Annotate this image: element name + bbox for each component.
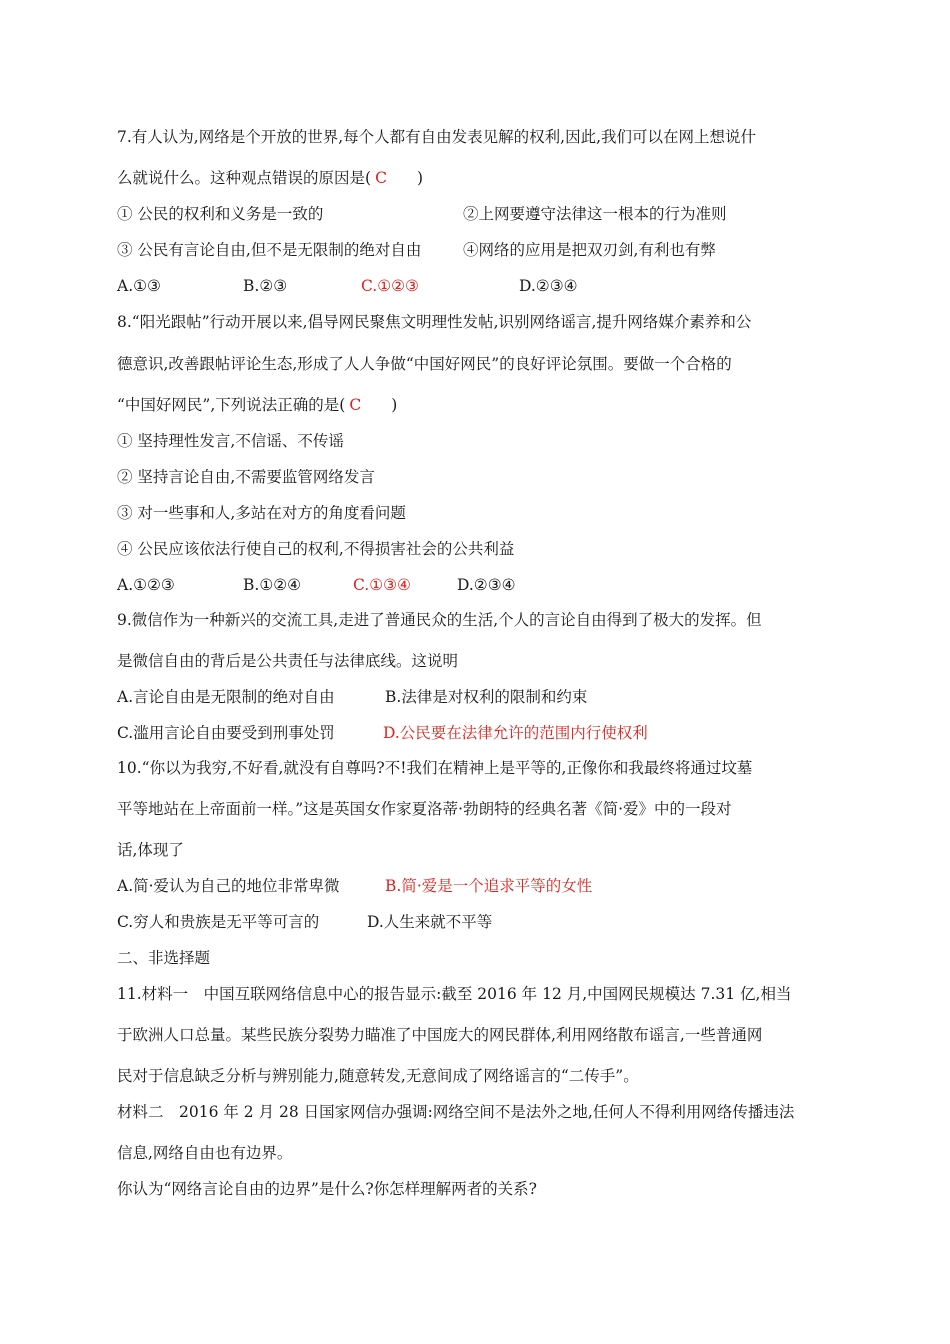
q8-statement-2: ② 坚持言论自由,不需要监管网络发言 bbox=[117, 468, 375, 486]
q7-option-c: C.①②③ bbox=[361, 277, 419, 295]
q11-material1-line1: 11.材料一 中国互联网络信息中心的报告显示:截至 2016 年 12 月,中国网民规模达 7.31 亿,相当 bbox=[117, 985, 792, 1003]
q7-option-d: D.②③④ bbox=[519, 277, 578, 295]
q9-stem-line1: 9.微信作为一种新兴的交流工具,走进了普通民众的生活,个人的言论自由得到了极大的发挥。但 bbox=[117, 611, 762, 629]
q8-stem-line1: 8.“阳光跟帖”行动开展以来,倡导网民聚焦文明理性发帖,识别网络谣言,提升网络媒介素养和公 bbox=[117, 313, 752, 331]
q10-stem-line1: 10.“你以为我穷,不好看,就没有自尊吗?不!我们在精神上是平等的,正像你和我最终将通过坟墓 bbox=[117, 759, 753, 777]
q8-statement-3: ③ 对一些事和人,多站在对方的角度看问题 bbox=[117, 504, 406, 522]
q11-material1-line3: 民对于信息缺乏分析与辨别能力,随意转发,无意间成了网络谣言的“二传手”。 bbox=[117, 1067, 639, 1085]
q7-answer: C bbox=[375, 169, 387, 187]
q9-stem-line2: 是微信自由的背后是公共责任与法律底线。这说明 bbox=[117, 652, 459, 670]
q8-answer: C bbox=[349, 396, 362, 414]
q7-stem-line2 bbox=[117, 168, 423, 188]
q11-material1-line2: 于欧洲人口总量。某些民族分裂势力瞄准了中国庞大的网民群体,利用网络散布谣言,一些普通网 bbox=[117, 1026, 763, 1044]
q8-stem-text: “中国好网民”,下列说法正确的是( bbox=[117, 396, 346, 414]
q8-option-c: C.①③④ bbox=[353, 576, 411, 594]
q10-stem-line2: 平等地站在上帝面前一样。”这是英国女作家夏洛蒂·勃朗特的经典名著《简·爱》中的一段对 bbox=[117, 800, 732, 818]
q10-option-d: D.人生来就不平等 bbox=[367, 913, 493, 931]
q10-stem-line3: 话,体现了 bbox=[117, 841, 184, 859]
q10-option-c: C.穷人和贵族是无平等可言的 bbox=[117, 913, 320, 931]
q7-close-paren: ) bbox=[416, 169, 423, 187]
q7-stem-line1: 7.有人认为,网络是个开放的世界,每个人都有自由发表见解的权利,因此,我们可以在网上想说什 bbox=[117, 128, 756, 146]
q8-statement-4: ④ 公民应该依法行使自己的权利,不得损害社会的公共利益 bbox=[117, 540, 515, 558]
q11-question: 你认为“网络言论自由的边界”是什么?你怎样理解两者的关系? bbox=[117, 1180, 537, 1198]
q10-option-b: B.简·爱是一个追求平等的女性 bbox=[385, 877, 593, 895]
q9-option-b: B.法律是对权利的限制和约束 bbox=[385, 688, 588, 706]
q8-option-a: A.①②③ bbox=[117, 576, 175, 594]
q11-material2-line1: 材料二 2016 年 2 月 28 日国家网信办强调:网络空间不是法外之地,任何人不得利用网络传播违法 bbox=[117, 1103, 795, 1121]
q9-option-a: A.言论自由是无限制的绝对自由 bbox=[117, 688, 335, 706]
q7-statement-1: ① 公民的权利和义务是一致的 bbox=[117, 205, 324, 223]
q7-option-a: A.①③ bbox=[117, 277, 161, 295]
q7-statement-3: ③ 公民有言论自由,但不是无限制的绝对自由 bbox=[117, 241, 422, 259]
q7-statement-4: ④网络的应用是把双刃剑,有利也有弊 bbox=[463, 241, 716, 259]
q9-option-d: D.公民要在法律允许的范围内行使权利 bbox=[383, 724, 648, 742]
q9-option-c: C.滥用言论自由要受到刑事处罚 bbox=[117, 724, 335, 742]
q10-option-a: A.简·爱认为自己的地位非常卑微 bbox=[117, 877, 340, 895]
q8-statement-1: ① 坚持理性发言,不信谣、不传谣 bbox=[117, 432, 344, 450]
q7-stem-text: 么就说什么。这种观点错误的原因是( bbox=[117, 169, 372, 187]
q8-stem-line2: 德意识,改善跟帖评论生态,形成了人人争做“中国好网民”的良好评论氛围。要做一个合格的 bbox=[117, 355, 732, 373]
q7-option-b: B.②③ bbox=[243, 277, 288, 295]
q7-statement-2: ②上网要遵守法律这一根本的行为准则 bbox=[463, 205, 727, 223]
section-heading: 二、非选择题 bbox=[117, 949, 211, 967]
q8-option-b: B.①②④ bbox=[243, 576, 302, 594]
q8-close-paren: ) bbox=[391, 396, 398, 414]
q8-stem-line3 bbox=[117, 395, 397, 415]
q8-option-d: D.②③④ bbox=[457, 576, 516, 594]
q11-material2-line2: 信息,网络自由也有边界。 bbox=[117, 1144, 293, 1162]
